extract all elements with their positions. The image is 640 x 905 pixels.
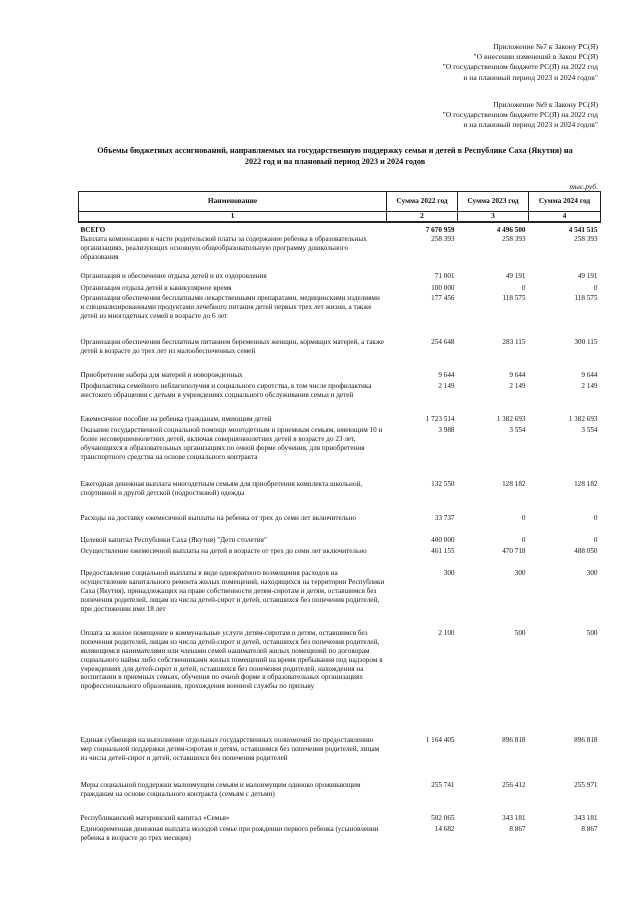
total-2022: 7 670 959 <box>425 226 455 234</box>
row-2023: 0 <box>521 283 526 292</box>
annex-7-reference <box>443 42 598 83</box>
row-2024: 500 <box>586 628 598 637</box>
row-name: Республиканский материнский капитал «Семья» <box>80 813 230 822</box>
row-name: Целевой капитал Республики Саха (Якутия) "Дети столетия" <box>80 535 267 544</box>
row-2023: 300 <box>514 568 526 577</box>
column-number: 3 <box>458 212 529 223</box>
row-2023: 2 149 <box>509 381 526 390</box>
row-2022: 300 <box>443 568 455 577</box>
table-row <box>79 235 601 272</box>
row-2024: 2 149 <box>581 381 598 390</box>
units-label: тыс.руб. <box>569 182 598 191</box>
column-header-2024: Сумма 2024 год <box>529 192 601 212</box>
annex-line: и на плановый период 2023 и 2024 годов" <box>463 120 598 130</box>
total-2023: 4 496 500 <box>496 226 526 234</box>
row-name: Предоставление социальной выплаты в виде однократного возмещения расходов на осуществление капитального ремонта жилых помещений, находящихся на территории Республики Саха (Якутия), принадлежащих на праве собственности детям-сиротам и детям, оставшимся без попечения родителей, лицам из числа детей-сирот и детей, оставшихся без попечения родителей, при достижении ими 18 лет <box>80 568 385 613</box>
row-name: Меры социальной поддержки малоимущим семьям и малоимущим одиноко проживающим гражданам на основе социального контракта (семьям с детьми) <box>80 780 361 798</box>
table-row <box>79 547 601 569</box>
row-2023: 0 <box>521 513 526 522</box>
row-2022: 2 149 <box>438 381 455 390</box>
table-row <box>79 825 601 847</box>
row-2023: 49 191 <box>505 271 526 280</box>
row-2022: 2 100 <box>438 628 455 637</box>
table-row <box>79 338 601 371</box>
row-2022: 14 682 <box>434 824 455 833</box>
annex-line: Приложение №9 к Закону РС(Я) <box>493 100 598 109</box>
row-name: Организация и обеспечение отдыха детей и их оздоровления <box>80 271 267 280</box>
table-row <box>79 272 601 284</box>
row-2023: 9 644 <box>509 370 526 379</box>
row-2023: 256 412 <box>502 780 526 789</box>
annex-line: и на плановый период 2023 и 2024 годов" <box>463 72 598 82</box>
row-2022: 132 550 <box>431 479 455 488</box>
row-2023: 470 718 <box>502 546 526 555</box>
row-2023: 0 <box>521 535 526 544</box>
row-2023: 896 818 <box>502 735 526 744</box>
table-row <box>79 426 601 480</box>
row-name: Расходы на доставку ежемесячной выплаты на ребенка от трех до семи лет включительно <box>80 513 357 522</box>
row-2022: 100 000 <box>431 283 455 292</box>
row-2022: 255 741 <box>431 780 455 789</box>
row-2023: 343 181 <box>502 813 526 822</box>
row-2023: 258 393 <box>502 234 526 243</box>
row-2022: 502 065 <box>431 813 455 822</box>
title-line: Объемы бюджетных ассигнований, направляемых на государственную поддержку семьи и детей в Республике Саха (Якутия) на <box>97 146 573 155</box>
row-2024: 0 <box>593 513 598 522</box>
total-row <box>79 222 601 235</box>
table-row <box>79 480 601 514</box>
annex-9-reference <box>443 100 598 131</box>
row-2024: 1 382 693 <box>568 414 598 423</box>
row-name: Организация отдыха детей в каникулярное время <box>80 283 232 292</box>
row-name: Приобретение набора для матерей и новорожденных <box>80 370 243 379</box>
row-2022: 254 648 <box>431 337 455 346</box>
row-2024: 8 867 <box>581 824 598 833</box>
row-2023: 128 182 <box>502 479 526 488</box>
table-header-row <box>79 192 601 212</box>
row-2024: 118 575 <box>574 293 598 302</box>
row-2022: 258 393 <box>431 234 455 243</box>
row-name: Оказание государственной социальной помощи многодетным и приемным семьям, имеющим 10 и более несовершеннолетних детей, включая совершеннолетних детей в возрасте до 23 лет, обучающихся в образовательных организациях по очной форме обучения, для приобретения транспортного средства на основе социального контракта <box>80 425 383 461</box>
row-2022: 461 155 <box>431 546 455 555</box>
row-2022: 1 164 405 <box>425 735 455 744</box>
column-number-row <box>79 212 601 223</box>
table-row <box>79 781 601 814</box>
table-row <box>79 415 601 426</box>
table-row <box>79 284 601 294</box>
table-row <box>79 294 601 338</box>
row-name: Ежемесячное пособие на ребенка гражданам, имеющим детей <box>80 414 272 423</box>
row-2022: 400 000 <box>431 535 455 544</box>
total-2024: 4 541 515 <box>568 226 598 234</box>
row-2024: 255 971 <box>574 780 598 789</box>
column-number: 2 <box>387 212 458 223</box>
row-name: Выплата компенсации в части родительской платы за содержание ребенка в образовательных организациях, реализующих основную общеобразовательную программу дошкольного образования <box>80 234 367 261</box>
row-2024: 128 182 <box>574 479 598 488</box>
row-2023: 1 382 693 <box>496 414 526 423</box>
row-name: Осуществление ежемесячной выплаты на детей в возрасте от трех до семи лет включительно <box>80 546 367 555</box>
table-row <box>79 514 601 536</box>
annex-line: Приложение №7 к Закону РС(Я) <box>493 42 598 51</box>
row-name: Единовременная денежная выплата молодой семье при рождении первого ребенка (усыновлении ребенка в возрасте до трех месяцев) <box>80 824 379 842</box>
table-row <box>79 569 601 629</box>
row-2022: 1 723 514 <box>425 414 455 423</box>
column-number: 1 <box>79 212 387 223</box>
row-name: Оплата за жилое помещение и коммунальные услуги детям-сиротам и детям, оставшимся без попечения родителей, лицам из числа детей-сирот и детей, оставшихся без попечения родителей, являющимся нанимателями или членами семей нанимателей жилых помещений по договорам социального найма либо собственниками жилых помещений на время пребывания под надзором в учреждениях для детей-сирот и детей, оставшихся без попечения родителей, нахождения на воспитании в приемных семьях, обучения по очной форме в образовательных организациях профессионального образования, прохождения военной службы по призыву <box>80 628 383 691</box>
row-name: Единая субвенция на выполнение отдельных государственных полномочий по предоставлению мер социальной поддержки детям-сиротам и детям, оставшимся без попечения родителей, лицам из числа детей-сирот и детей, оставшихся без попечения родителей <box>80 735 380 762</box>
row-name: Профилактика семейного неблагополучия и социального сиротства, в том числе профилактика жестокого обращения с детьми в учреждениях социального обслуживания семьи и детей <box>80 381 372 399</box>
table-row <box>79 536 601 547</box>
column-header-2022: Сумма 2022 год <box>387 192 458 212</box>
row-2024: 300 115 <box>574 337 598 346</box>
column-header-2023: Сумма 2023 год <box>458 192 529 212</box>
table-row <box>79 814 601 825</box>
row-2023: 118 575 <box>502 293 526 302</box>
row-2023: 500 <box>514 628 526 637</box>
row-2022: 71 001 <box>434 271 455 280</box>
table-row <box>79 736 601 781</box>
table-row <box>79 371 601 382</box>
table-row <box>79 382 601 415</box>
row-2024: 343 181 <box>574 813 598 822</box>
row-2022: 3 988 <box>438 425 455 434</box>
annex-line: "О государственном бюджете РС(Я) на 2022 год <box>442 110 598 120</box>
table-row <box>79 629 601 736</box>
row-name: Ежегодная денежная выплата многодетным семьям для приобретения комплекта школьной, спортивной и другой детской (подростковой) одежды <box>80 479 363 497</box>
row-name: Организация обеспечения бесплатными лекарственными препаратами, медицинскими изделиями и специализированными продуктами лечебного питания детей первых трех лет жизни, а также детей из многодетных семей в возрасте до 6 лет <box>80 293 380 320</box>
row-2024: 3 554 <box>581 425 598 434</box>
row-2024: 0 <box>593 535 598 544</box>
document-title <box>70 145 600 167</box>
budget-table <box>78 191 601 847</box>
column-number: 4 <box>529 212 601 223</box>
title-line: 2022 год и на плановый период 2023 и 2024 годов <box>244 157 426 166</box>
annex-line: "О государственном бюджете РС(Я) на 2022 год <box>442 62 598 72</box>
row-2022: 9 644 <box>438 370 455 379</box>
row-2024: 0 <box>593 283 598 292</box>
total-label: ВСЕГО <box>80 226 106 234</box>
row-2022: 177 456 <box>431 293 455 302</box>
row-2024: 300 <box>586 568 598 577</box>
row-2024: 258 393 <box>574 234 598 243</box>
row-2022: 33 737 <box>434 513 455 522</box>
row-2024: 9 644 <box>581 370 598 379</box>
row-2023: 8 867 <box>509 824 526 833</box>
row-2024: 49 191 <box>577 271 598 280</box>
column-header-name: Наименование <box>79 192 387 212</box>
row-name: Организация обеспечения бесплатным питанием беременных женщин, кормящих матерей, а также детей в возрасте до трех лет из малообеспеченных семей <box>80 337 384 355</box>
annex-line: "О внесении изменений в Закон РС(Я) <box>473 52 598 62</box>
row-2023: 3 554 <box>509 425 526 434</box>
row-2024: 896 818 <box>574 735 598 744</box>
row-2024: 488 050 <box>574 546 598 555</box>
row-2023: 283 115 <box>502 337 526 346</box>
